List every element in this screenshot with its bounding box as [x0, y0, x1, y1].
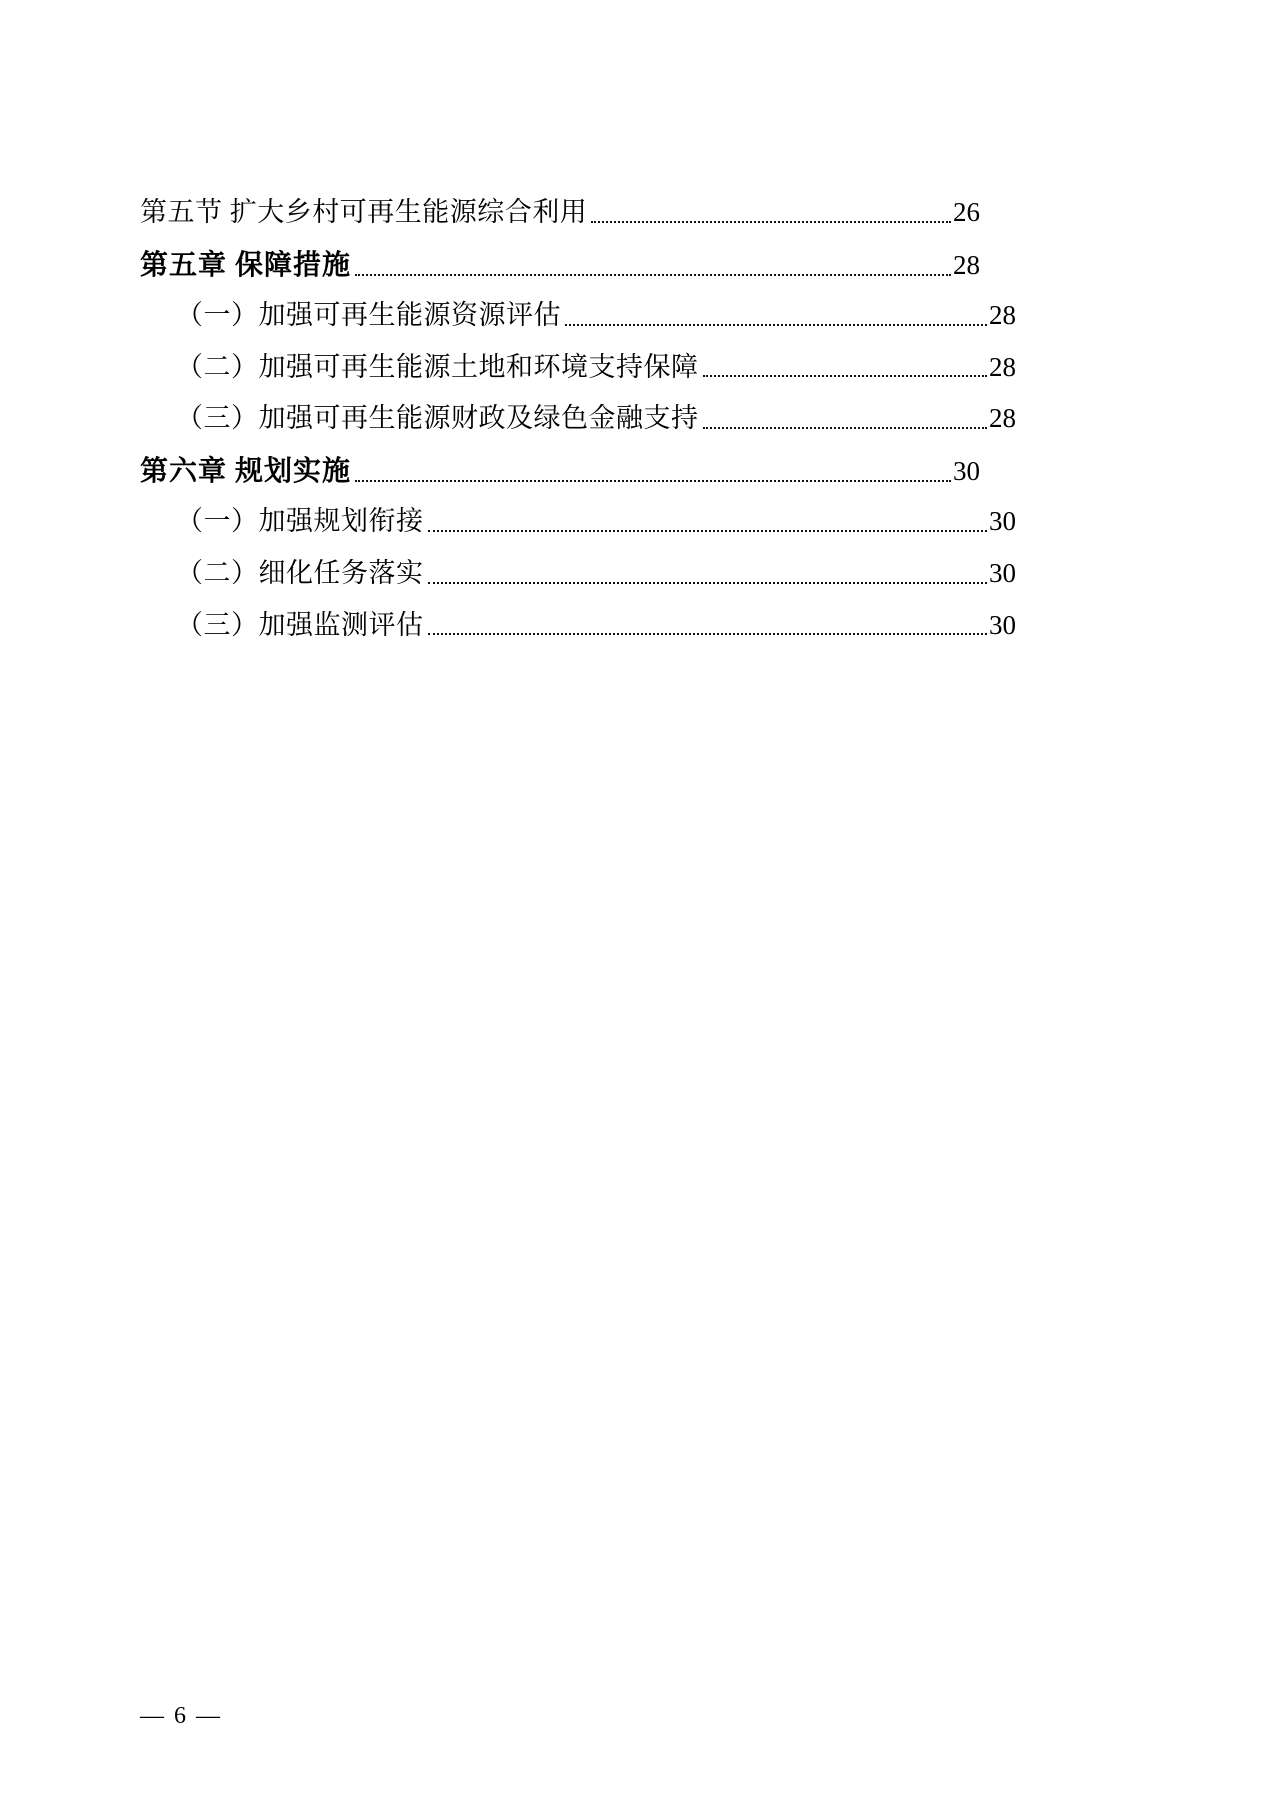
toc-entry[interactable]: [158, 402, 1016, 436]
toc-entry-label: 第五节 扩大乡村可再生能源综合利用: [140, 197, 588, 227]
toc-entry-label: 第六章 规划实施: [140, 456, 352, 487]
toc-entry-page-number: 30: [953, 456, 980, 487]
page-number-footer: — 6 —: [140, 1703, 222, 1729]
toc-entry-label: （一）加强可再生能源资源评估: [176, 299, 561, 330]
toc-leader-dots: [703, 426, 988, 429]
toc-entry-page-number: 30: [989, 609, 1016, 640]
toc-leader-dots: [591, 220, 951, 223]
toc-leader-dots: [565, 323, 987, 326]
toc-leader-dots: [355, 273, 951, 276]
toc-entry[interactable]: [158, 351, 1016, 385]
toc-entry-page-number: 28: [989, 403, 1016, 434]
toc-entry-label: （三）加强可再生能源财政及绿色金融支持: [176, 403, 699, 434]
toc-entry[interactable]: [158, 505, 1016, 539]
toc-leader-dots: [428, 632, 988, 635]
toc-entry-page-number: 30: [989, 557, 1016, 588]
toc-entry-label: 第五章 保障措施: [140, 249, 352, 281]
toc-leader-dots: [428, 581, 988, 584]
toc-entry[interactable]: [140, 248, 980, 283]
toc-entry-page-number: 28: [989, 299, 1016, 330]
toc-entry[interactable]: [140, 196, 980, 230]
toc-entry[interactable]: [140, 454, 980, 489]
toc-entry[interactable]: [158, 557, 1016, 591]
toc-leader-dots: [703, 374, 988, 377]
toc-leader-dots: [355, 479, 951, 482]
toc-leader-dots: [428, 529, 988, 532]
toc-entry[interactable]: [158, 299, 1016, 333]
toc-entry-label: （一）加强规划衔接: [176, 506, 424, 536]
toc-entry-page-number: 28: [953, 250, 980, 280]
toc-entry[interactable]: [158, 609, 1016, 643]
toc-entry-label: （二）加强可再生能源土地和环境支持保障: [176, 351, 699, 382]
toc-entry-page-number: 30: [989, 506, 1016, 536]
toc-entry-page-number: 26: [953, 197, 980, 227]
toc-entry-label: （二）细化任务落实: [176, 557, 424, 588]
toc-entry-label: （三）加强监测评估: [176, 609, 424, 640]
table-of-contents: [140, 196, 1016, 660]
toc-entry-page-number: 28: [989, 351, 1016, 382]
